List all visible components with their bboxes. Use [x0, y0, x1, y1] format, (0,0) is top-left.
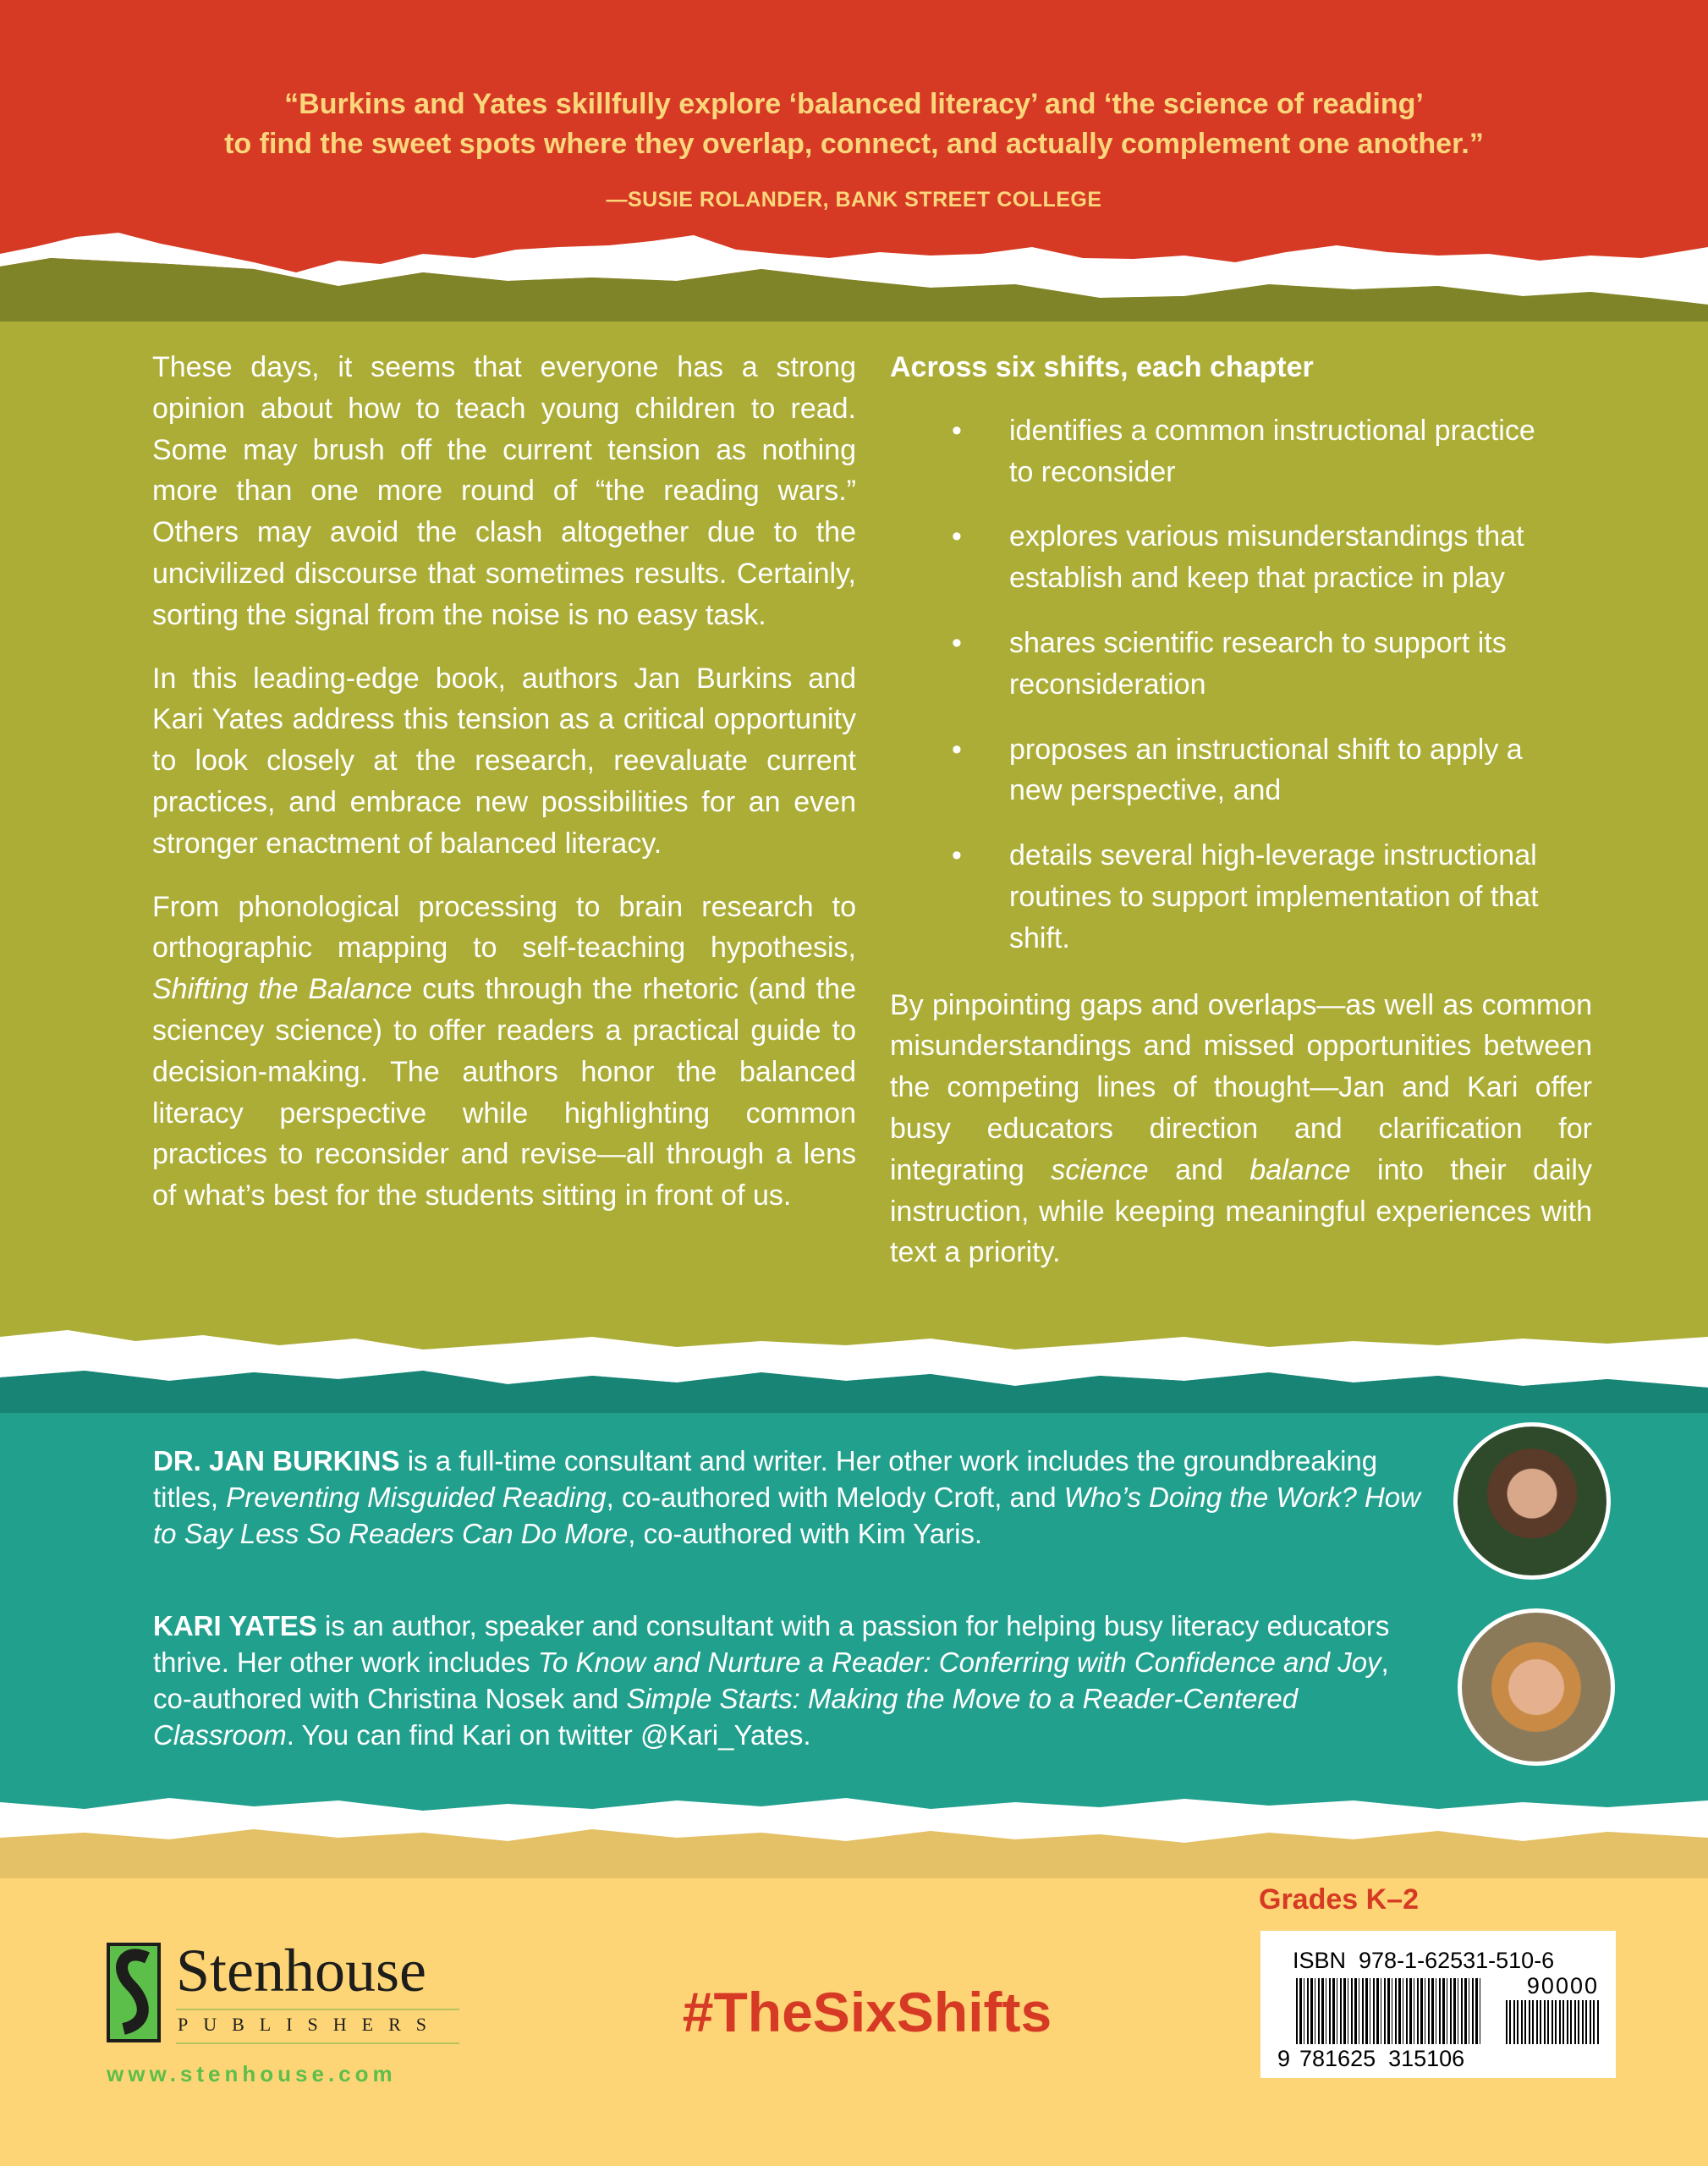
publisher-name: Stenhouse [176, 1937, 426, 2004]
list-heading: Across six shifts, each chapter [890, 351, 1314, 383]
bullet-icon: • [952, 839, 962, 872]
paragraph-2: In this leading-edge book, authors Jan Burkins and Kari Yates address this tension as a critical opportunity to look closely at the research, reevaluate current practices, and embrace new possibilities for an even stronger enactment of balanced literacy. [152, 662, 856, 860]
endorsement-quote [0, 85, 1708, 164]
publisher-subtitle: PUBLISHERS [178, 2014, 442, 2035]
barcode-digit-prefix: 9 [1277, 2046, 1291, 2071]
isbn-barcode [1260, 1931, 1616, 2078]
list-item: • proposes an instructional shift to apply a new perspective, and [890, 729, 1550, 812]
bio-kari-yates: KARI YATES is an author, speaker and consultant with a passion for helping busy literacy educators thrive. Her other work includes To Know and Nurture a Reader: Conferring with Confidence and Joy, co-authored with Christina Nosek and Simple Starts: Making the Move to a Reader-Centered Classroom. You can find Kari on twitter @Kari_Yates. [153, 1610, 1390, 1751]
description-right-column [890, 347, 1592, 1273]
hashtag: #TheSixShifts [682, 1981, 1052, 2043]
author-photo-jan [1453, 1422, 1611, 1580]
isbn-text: ISBN 978-1-62531-510-6 [1293, 1948, 1555, 1973]
publisher-url[interactable]: www.stenhouse.com [107, 2061, 397, 2086]
quote-line-2: to find the sweet spots where they overlap, connect, and actually complement one another.” [224, 128, 1484, 160]
bullet-icon: • [952, 414, 962, 447]
list-item: • identifies a common instructional practice to reconsider [890, 410, 1550, 493]
barcode-bars [1296, 1978, 1482, 2044]
torn-edge-top [0, 228, 1708, 322]
authors-band [0, 1354, 1708, 1844]
author-photo-kari [1458, 1608, 1615, 1766]
bullet-icon: • [952, 733, 962, 766]
torn-edge-middle [0, 1320, 1708, 1413]
list-item: • shares scientific research to support its reconsideration [890, 623, 1550, 706]
bullet-icon: • [952, 520, 962, 553]
torn-edge-bottom [0, 1785, 1708, 1878]
book-title: Shifting the Balance [152, 973, 413, 1006]
price-barcode-bars [1506, 2000, 1601, 2044]
paragraph-1: These days, it seems that everyone has a strong opinion about how to teach young children to read. Some may brush off the current tension as nothing more than one more round of “the reading wars.” Others may avoid the clash altogether due to the uncivilized discourse that sometimes results. Certainly, sorting the signal from the noise is no easy task. [152, 351, 856, 631]
description-left-column [152, 347, 856, 1239]
quote-attribution: —SUSIE ROLANDER, BANK STREET COLLEGE [606, 188, 1102, 212]
price-code: 90000 [1526, 1973, 1599, 1998]
closing-paragraph: By pinpointing gaps and overlaps—as well as common misunderstandings and missed opportunities between the competing lines of thought—Jan and Kari offer busy educators direction and clarification for integrating science and balance into their daily instruction, while keeping meaningful experiences with text a priority. [890, 988, 1592, 1269]
grade-level: Grades K–2 [1259, 1883, 1419, 1916]
barcode-digits: 781625 315106 [1299, 2046, 1465, 2071]
list-item: • explores various misunderstandings that establish and keep that practice in play [890, 516, 1550, 599]
paragraph-3: From phonological processing to brain research to orthographic mapping to self-teaching hypothesis, Shifting the Balance cuts through the rhetoric (and the sciencey science) to offer readers a practical guide to decision-making. The authors honor the balanced literacy perspective while highlighting common practices to reconsider and revise—all through a lens of what’s best for the students sitting in front of us. [152, 890, 856, 1212]
chapter-list [890, 410, 1592, 959]
quote-line-1: “Burkins and Yates skillfully explore ‘balanced literacy’ and ‘the science of reading’ [284, 88, 1424, 120]
list-item: • details several high-leverage instructional routines to support implementation of that shift. [890, 835, 1550, 959]
bullet-icon: • [952, 626, 962, 659]
bio-jan-burkins: DR. JAN BURKINS is a full-time consultant and writer. Her other work includes the groundbreaking titles, Preventing Misguided Reading, co-authored with Melody Croft, and Who’s Doing the Work? How to Say Less So Readers Can Do More, co-authored with Kim Yaris. [153, 1445, 1420, 1549]
